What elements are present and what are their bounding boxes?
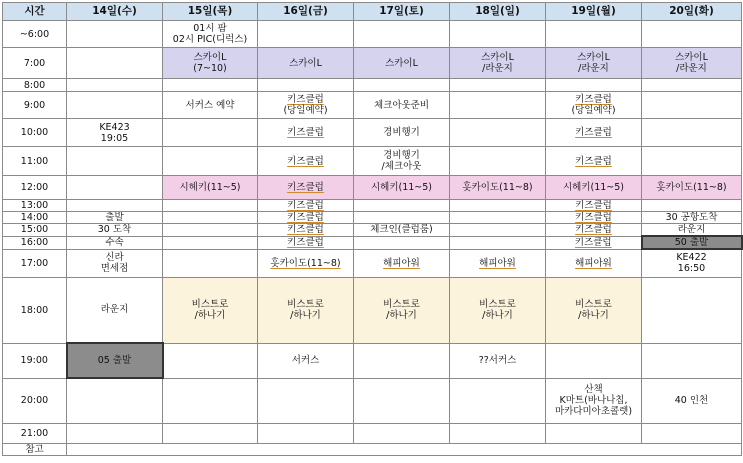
cell xyxy=(67,79,163,92)
cell xyxy=(450,343,546,378)
cell xyxy=(642,119,742,147)
cell xyxy=(354,119,450,147)
cell xyxy=(546,200,642,212)
cell xyxy=(67,249,163,277)
time-label: 9:00 xyxy=(3,92,67,119)
cell-text: 키즈클럽 xyxy=(575,155,612,167)
cell-text: 서커스 xyxy=(291,355,320,366)
row-note xyxy=(3,443,742,455)
cell-text: 50 출발 xyxy=(674,237,709,248)
row-7 xyxy=(3,48,742,79)
cell-highlight xyxy=(163,48,258,79)
time-label: 7:00 xyxy=(3,48,67,79)
cell-text: 30 도착 xyxy=(97,224,132,236)
header-row xyxy=(3,3,742,21)
row-6 xyxy=(3,21,742,48)
cell-text: 산책 xyxy=(584,384,603,395)
cell-text: 키즈클럽 xyxy=(575,224,612,236)
cell-text: /하나기 xyxy=(578,310,609,321)
cell-text: 스카이L xyxy=(385,57,418,69)
cell-text: 체크인(클럽룸) xyxy=(370,224,433,236)
cell xyxy=(258,224,354,237)
cell-text: KE423 xyxy=(99,121,130,133)
cell xyxy=(450,423,546,443)
time-label: 12:00 xyxy=(3,176,67,200)
cell xyxy=(354,224,450,237)
cell-text: 키즈클럽 xyxy=(574,237,612,248)
schedule-table xyxy=(2,2,743,456)
cell xyxy=(163,378,258,423)
row-14 xyxy=(3,212,742,224)
cell xyxy=(642,343,742,378)
cell-text: /체크아웃 xyxy=(381,161,422,172)
row-12 xyxy=(3,176,742,200)
cell-text: 마카다미아초콜렛) xyxy=(554,406,633,417)
cell-text: 경비행기 xyxy=(383,127,420,138)
cell xyxy=(163,21,258,48)
cell-text: 해피아워 xyxy=(383,257,420,269)
cell-highlight xyxy=(258,277,354,343)
cell-text: 키즈클럽 xyxy=(287,224,324,236)
cell-text: 16:50 xyxy=(677,263,706,275)
cell xyxy=(642,147,742,176)
cell xyxy=(163,224,258,237)
cell xyxy=(450,200,546,212)
cell-text: (당일예약) xyxy=(571,105,616,116)
cell-text: 키즈클럽 xyxy=(287,94,324,105)
cell xyxy=(163,343,258,378)
cell-highlight xyxy=(546,176,642,200)
cell xyxy=(67,200,163,212)
cell xyxy=(354,147,450,176)
cell-text: /라운지 xyxy=(676,63,707,74)
cell xyxy=(354,200,450,212)
cell-text: 출발 xyxy=(105,212,124,223)
cell-text: (당일예약) xyxy=(283,105,328,116)
cell xyxy=(546,119,642,147)
cell xyxy=(354,423,450,443)
row-13 xyxy=(3,200,742,212)
cell-text: /라운지 xyxy=(578,63,609,74)
cell xyxy=(450,378,546,423)
cell-text: 시헤키(11~5) xyxy=(370,182,433,193)
time-label: 21:00 xyxy=(3,423,67,443)
cell xyxy=(258,236,354,249)
cell-text: 키즈클럽 xyxy=(575,212,612,223)
cell-text: 키즈클럽 xyxy=(287,237,324,248)
cell-text: 05 출발 xyxy=(97,355,132,366)
cell xyxy=(642,212,742,224)
cell xyxy=(450,212,546,224)
cell xyxy=(67,176,163,200)
cell xyxy=(354,343,450,378)
cell-highlight xyxy=(642,176,742,200)
cell-text: 40 인천 xyxy=(674,395,709,406)
cell xyxy=(450,21,546,48)
cell xyxy=(450,79,546,92)
cell xyxy=(258,343,354,378)
header-day-18: 18일(일) xyxy=(450,3,546,21)
cell-text: K마트(바나나칩, xyxy=(559,395,628,406)
row-9 xyxy=(3,92,742,119)
cell-text: 19:05 xyxy=(100,132,129,144)
cell xyxy=(67,423,163,443)
cell xyxy=(67,224,163,237)
cell-highlight xyxy=(546,48,642,79)
cell xyxy=(546,378,642,423)
cell-text: 라운지 xyxy=(677,224,706,235)
cell xyxy=(546,224,642,237)
cell xyxy=(354,236,450,249)
cell-text: /하나기 xyxy=(194,310,226,321)
header-time: 시간 xyxy=(3,3,67,21)
cell-text: 비스트로 xyxy=(287,299,324,310)
cell xyxy=(642,21,742,48)
cell xyxy=(67,21,163,48)
time-label: 14:00 xyxy=(3,212,67,224)
cell xyxy=(163,236,258,249)
cell-highlight xyxy=(546,277,642,343)
cell-text: 키즈클럽 xyxy=(287,182,324,193)
cell-text: 키즈클럽 xyxy=(287,200,324,211)
cell-highlight xyxy=(354,48,450,79)
time-label: ~6:00 xyxy=(3,21,67,48)
cell-text: 경비행기 xyxy=(383,150,420,161)
cell xyxy=(354,249,450,277)
cell-text: /하나기 xyxy=(386,310,417,321)
cell-text: 시헤키(11~5) xyxy=(562,182,625,193)
cell-text: 스카이L xyxy=(675,52,708,63)
cell-text: 홋카이도(11~8) xyxy=(462,182,533,193)
row-15 xyxy=(3,224,742,237)
row-17 xyxy=(3,249,742,277)
cell xyxy=(67,119,163,147)
cell-text: 라운지 xyxy=(100,304,129,316)
row-16 xyxy=(3,236,742,249)
cell-text: 면세점 xyxy=(100,263,129,274)
cell xyxy=(354,378,450,423)
row-19 xyxy=(3,343,742,378)
cell-text: 해피아워 xyxy=(575,257,612,269)
cell-text: (7~10) xyxy=(193,63,227,74)
row-10 xyxy=(3,119,742,147)
cell xyxy=(67,236,163,249)
cell xyxy=(354,79,450,92)
cell-text: 키즈클럽 xyxy=(287,212,324,223)
cell xyxy=(163,147,258,176)
cell xyxy=(258,212,354,224)
cell-text: ??서커스 xyxy=(478,355,517,366)
cell-text: 30 공항도착 xyxy=(665,212,718,223)
cell xyxy=(67,378,163,423)
cell xyxy=(258,147,354,176)
cell-text: 시헤키(11~5) xyxy=(179,182,241,193)
time-label: 18:00 xyxy=(3,277,67,343)
cell-text: 비스트로 xyxy=(479,299,516,310)
row-8 xyxy=(3,79,742,92)
header-day-19: 19일(월) xyxy=(546,3,642,21)
cell xyxy=(163,92,258,119)
cell-highlight xyxy=(258,48,354,79)
cell xyxy=(642,79,742,92)
cell xyxy=(450,119,546,147)
cell-highlight xyxy=(163,176,258,200)
cell xyxy=(546,92,642,119)
cell xyxy=(546,236,642,249)
cell xyxy=(546,343,642,378)
cell xyxy=(642,423,742,443)
cell xyxy=(450,92,546,119)
cell xyxy=(354,92,450,119)
cell-highlight xyxy=(354,176,450,200)
cell xyxy=(546,423,642,443)
cell-text: 키즈클럽 xyxy=(575,127,612,138)
time-label: 8:00 xyxy=(3,79,67,92)
row-20 xyxy=(3,378,742,423)
cell xyxy=(546,147,642,176)
cell xyxy=(163,249,258,277)
cell-text: 스카이L xyxy=(577,52,610,63)
cell-highlight xyxy=(642,48,742,79)
cell xyxy=(67,48,163,79)
time-label: 16:00 xyxy=(3,236,67,249)
cell xyxy=(163,200,258,212)
cell xyxy=(258,249,354,277)
cell xyxy=(258,92,354,119)
cell-text: 01시 팜 xyxy=(193,23,227,34)
cell-text: 체크아웃준비 xyxy=(373,99,430,111)
cell-text: 홋카이도(11~8) xyxy=(656,182,727,193)
cell-text: 홋카이도(11~8) xyxy=(270,257,341,269)
cell-text: /하나기 xyxy=(290,310,321,321)
cell xyxy=(642,224,742,237)
cell-highlight xyxy=(450,48,546,79)
cell xyxy=(450,224,546,237)
cell-text: 서커스 예약 xyxy=(185,99,235,111)
cell xyxy=(642,378,742,423)
note-label: 참고 xyxy=(3,443,67,455)
cell-highlight xyxy=(450,176,546,200)
cell xyxy=(642,277,742,343)
cell xyxy=(163,423,258,443)
row-21 xyxy=(3,423,742,443)
cell-text: 키즈클럽 xyxy=(575,94,612,105)
header-day-14: 14일(수) xyxy=(67,3,163,21)
cell-text: 스카이L xyxy=(289,57,322,69)
time-label: 10:00 xyxy=(3,119,67,147)
cell-highlight xyxy=(450,277,546,343)
cell xyxy=(546,249,642,277)
cell-highlight xyxy=(258,176,354,200)
cell-text: /라운지 xyxy=(482,63,513,74)
cell-text: 해피아워 xyxy=(479,257,516,269)
cell-text: 키즈클럽 xyxy=(287,127,324,138)
cell-text: 비스트로 xyxy=(191,299,229,310)
cell xyxy=(642,200,742,212)
header-day-16: 16일(금) xyxy=(258,3,354,21)
cell-text: 비스트로 xyxy=(383,299,420,310)
cell xyxy=(258,200,354,212)
header-day-15: 15일(목) xyxy=(163,3,258,21)
cell xyxy=(546,79,642,92)
cell-text: 스카이L xyxy=(481,52,514,63)
cell xyxy=(450,249,546,277)
time-label: 11:00 xyxy=(3,147,67,176)
cell xyxy=(258,378,354,423)
cell-departure xyxy=(642,236,742,249)
cell-text: 키즈클럽 xyxy=(575,200,612,211)
cell xyxy=(642,92,742,119)
cell xyxy=(163,79,258,92)
cell-text: 스카이L xyxy=(193,52,227,63)
cell-text: 수속 xyxy=(105,237,124,248)
cell-highlight xyxy=(354,277,450,343)
note-cell xyxy=(67,443,742,455)
cell-departure xyxy=(67,343,163,378)
time-label: 20:00 xyxy=(3,378,67,423)
cell xyxy=(642,249,742,277)
cell-text: /하나기 xyxy=(482,310,513,321)
cell xyxy=(258,79,354,92)
cell xyxy=(546,21,642,48)
cell xyxy=(258,119,354,147)
cell xyxy=(67,212,163,224)
cell xyxy=(354,212,450,224)
time-label: 13:00 xyxy=(3,200,67,212)
cell-text: 02시 PIC(디럭스) xyxy=(172,34,248,45)
header-day-20: 20일(화) xyxy=(642,3,742,21)
time-label: 17:00 xyxy=(3,249,67,277)
cell xyxy=(67,277,163,343)
cell xyxy=(67,147,163,176)
header-day-17: 17일(토) xyxy=(354,3,450,21)
cell-text: 비스트로 xyxy=(575,299,612,310)
cell xyxy=(163,212,258,224)
cell xyxy=(258,21,354,48)
row-18 xyxy=(3,277,742,343)
cell-text: KE422 xyxy=(676,252,707,264)
cell xyxy=(450,147,546,176)
cell xyxy=(67,92,163,119)
cell xyxy=(546,212,642,224)
cell xyxy=(258,423,354,443)
cell xyxy=(163,119,258,147)
row-11 xyxy=(3,147,742,176)
cell xyxy=(354,21,450,48)
cell-text: 신라 xyxy=(105,252,124,263)
time-label: 15:00 xyxy=(3,224,67,237)
cell-highlight xyxy=(163,277,258,343)
cell-text: 키즈클럽 xyxy=(287,155,324,167)
time-label: 19:00 xyxy=(3,343,67,378)
cell xyxy=(450,236,546,249)
